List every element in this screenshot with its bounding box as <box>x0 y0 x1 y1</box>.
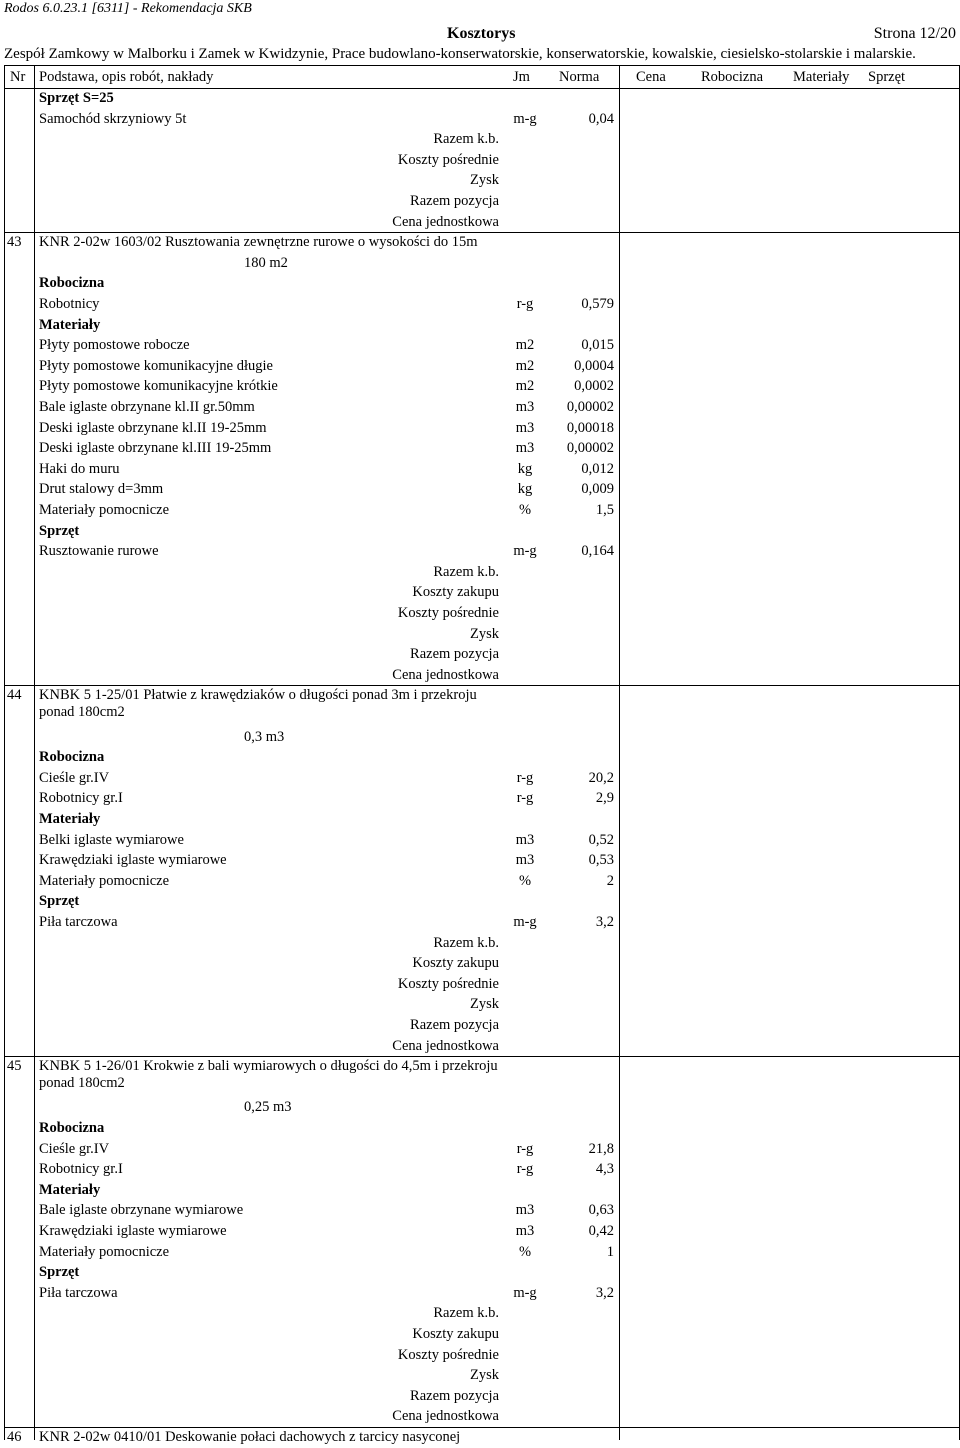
unit-cell: r-g <box>516 769 534 786</box>
summary-label: Razem k.b. <box>433 131 499 148</box>
table-row-summary <box>4 953 959 974</box>
section-label: Materiały <box>39 811 101 827</box>
unit-cell: m3 <box>515 399 535 415</box>
table-row-section <box>4 521 959 542</box>
item-description: Robotnicy gr.I <box>39 1161 123 1178</box>
unit-cell: m-g <box>513 110 537 127</box>
app-title: Rodos 6.0.23.1 [6311] - Rekomendacja SKB <box>4 1 252 16</box>
norma-cell: 0,00018 <box>566 419 614 436</box>
item-description: Płyty pomostowe robocze <box>39 337 190 354</box>
norma-cell: 0,04 <box>588 110 614 127</box>
table-row-item <box>4 376 959 397</box>
table-row-summary <box>4 150 959 171</box>
column-header-cena: Cena <box>636 69 666 85</box>
norma-cell: 20,2 <box>588 769 614 786</box>
table-row-item <box>4 541 959 562</box>
norma-cell: 0,015 <box>581 337 614 354</box>
column-header-materialy: Materiały <box>793 69 850 85</box>
section-label: Sprzęt <box>39 1264 80 1281</box>
table-row-item <box>4 871 959 892</box>
table-row-summary <box>4 582 959 603</box>
unit-cell: m3 <box>515 440 535 457</box>
table-row-item <box>4 1242 959 1263</box>
table-row-position <box>4 232 959 253</box>
table-row-section <box>4 1262 959 1283</box>
table-row-item <box>4 912 959 933</box>
summary-label: Zysk <box>470 625 499 642</box>
position-number: 44 <box>7 687 22 704</box>
page-number: Strona 12/20 <box>873 25 956 42</box>
item-description: Piła tarczowa <box>39 914 118 930</box>
quantity-label: 180 m2 <box>244 254 288 271</box>
quantity-label: 0,3 m3 <box>244 728 285 745</box>
project-name: Zespół Zamkowy w Malborku i Zamek w Kwidzynie, Prace budowlano-konserwatorskie, konserwatorskie, kowalskie, ciesielsko-stolarskie i malarskie. <box>4 46 916 62</box>
unit-cell: kg <box>517 460 533 477</box>
column-header-sprzet: Sprzęt <box>868 69 906 85</box>
table-row-section <box>4 315 959 336</box>
position-number: 46 <box>7 1429 22 1445</box>
item-description: Piła tarczowa <box>39 1284 118 1301</box>
table-row-summary <box>4 1365 959 1386</box>
table-row-item <box>4 459 959 480</box>
table-row-qty <box>4 727 959 748</box>
summary-label: Cena jednostkowa <box>392 213 499 230</box>
table-row-summary <box>4 624 959 645</box>
unit-cell: kg <box>517 481 533 498</box>
table-row-summary <box>4 665 959 686</box>
column-header-desc: Podstawa, opis robót, nakłady <box>39 69 214 85</box>
item-description: Płyty pomostowe komunikacyjne krótkie <box>39 378 278 395</box>
norma-cell: 0,53 <box>588 852 614 869</box>
table-row-position2 <box>4 685 959 726</box>
norma-cell: 3,2 <box>595 914 614 930</box>
position-description: KNR 2-02w 0410/01 Deskowanie połaci dachowych z tarcicy nasyconej <box>39 1429 461 1445</box>
table-row-item <box>4 109 959 130</box>
table-row-summary <box>4 191 959 212</box>
table-row-summary <box>4 1324 959 1345</box>
unit-cell: m-g <box>513 543 537 560</box>
item-description: Robotnicy gr.I <box>39 790 123 807</box>
table-row-item <box>4 1221 959 1242</box>
table-row-summary <box>4 1345 959 1366</box>
summary-label: Zysk <box>470 996 499 1013</box>
table-row-item <box>4 335 959 356</box>
table-row-item <box>4 768 959 789</box>
summary-label: Koszty pośrednie <box>397 1346 499 1363</box>
item-description: Belki iglaste wymiarowe <box>39 831 184 848</box>
section-label: Sprzęt <box>39 893 80 910</box>
summary-label: Razem pozycja <box>410 646 499 663</box>
column-header-robocizna: Robocizna <box>701 69 764 85</box>
summary-label: Koszty zakupu <box>412 1326 499 1342</box>
summary-label: Cena jednostkowa <box>392 1408 499 1425</box>
unit-cell: m3 <box>515 831 535 848</box>
item-description: Bale iglaste obrzynane wymiarowe <box>39 1202 244 1219</box>
table-row-section <box>4 1118 959 1139</box>
norma-cell: 0,00002 <box>566 440 614 457</box>
item-description: Deski iglaste obrzynane kl.III 19-25mm <box>39 440 272 457</box>
table-row-position <box>4 1427 959 1448</box>
item-description: Materiały pomocnicze <box>39 502 170 518</box>
item-description: Robotnicy <box>39 296 100 312</box>
table-row-item <box>4 418 959 439</box>
unit-cell: r-g <box>516 1161 534 1178</box>
table-row-summary <box>4 994 959 1015</box>
table-row-section <box>4 747 959 768</box>
norma-cell: 0,0002 <box>574 378 614 395</box>
summary-label: Razem pozycja <box>410 193 499 209</box>
item-description: Materiały pomocnicze <box>39 872 170 889</box>
table-row-summary <box>4 974 959 995</box>
table-row-summary <box>4 170 959 191</box>
unit-cell: m2 <box>515 357 535 374</box>
column-header-jm: Jm <box>513 69 530 85</box>
table-row-summary <box>4 562 959 583</box>
section-label: Materiały <box>39 1181 101 1198</box>
item-description: Materiały pomocnicze <box>39 1243 170 1260</box>
table-row-item <box>4 1283 959 1304</box>
table-row-item <box>4 397 959 418</box>
summary-label: Koszty pośrednie <box>397 151 499 168</box>
position-description: KNBK 5 1-26/01 Krokwie z bali wymiarowych o długości do 4,5m i przekroju ponad 180cm2 <box>39 1058 498 1092</box>
table-row-summary <box>4 1036 959 1057</box>
norma-cell: 0,52 <box>588 831 614 848</box>
section-label: Materiały <box>39 316 101 333</box>
table-row-item <box>4 1139 959 1160</box>
table-row-summary <box>4 1406 959 1427</box>
column-header-nr: Nr <box>10 69 26 85</box>
table-row-item <box>4 294 959 315</box>
norma-cell: 0,63 <box>588 1202 614 1219</box>
table-row-summary <box>4 933 959 954</box>
unit-cell: m-g <box>513 914 537 930</box>
summary-label: Razem k.b. <box>433 563 499 580</box>
item-description: Cieśle gr.IV <box>39 769 110 786</box>
section-label: Robocizna <box>39 1120 105 1136</box>
summary-label: Zysk <box>470 172 499 189</box>
norma-cell: 0,164 <box>581 543 614 560</box>
document-title: Kosztorys <box>447 25 516 42</box>
item-description: Cieśle gr.IV <box>39 1140 110 1157</box>
table-row-summary <box>4 1303 959 1324</box>
position-number: 43 <box>7 234 22 251</box>
unit-cell: % <box>518 1243 532 1260</box>
item-description: Płyty pomostowe komunikacyjne długie <box>39 357 273 374</box>
summary-label: Razem pozycja <box>410 1387 499 1404</box>
unit-cell: m3 <box>515 419 535 436</box>
table-row-item <box>4 438 959 459</box>
table-row-summary <box>4 603 959 624</box>
table-row-section <box>4 88 959 109</box>
summary-label: Koszty pośrednie <box>397 605 499 621</box>
summary-label: Koszty pośrednie <box>397 975 499 992</box>
unit-cell: m2 <box>515 378 535 395</box>
position-description: KNBK 5 1-25/01 Płatwie z krawędziaków o długości ponad 3m i przekroju ponad 180cm2 <box>39 687 477 721</box>
quantity-label: 0,25 m3 <box>244 1099 292 1116</box>
summary-label: Koszty zakupu <box>412 955 499 972</box>
table-row-section <box>4 809 959 830</box>
table-row-summary <box>4 644 959 665</box>
item-description: Krawędziaki iglaste wymiarowe <box>39 1223 227 1239</box>
unit-cell: m3 <box>515 852 535 869</box>
table-row-item <box>4 1159 959 1180</box>
norma-cell: 3,2 <box>595 1284 614 1301</box>
norma-cell: 0,009 <box>581 481 614 498</box>
item-description: Samochód skrzyniowy 5t <box>39 110 187 127</box>
summary-label: Cena jednostkowa <box>392 666 499 683</box>
norma-cell: 0,012 <box>581 460 614 477</box>
table-row-summary <box>4 1015 959 1036</box>
item-description: Bale iglaste obrzynane kl.II gr.50mm <box>39 399 255 415</box>
table-row-section <box>4 891 959 912</box>
norma-cell: 21,8 <box>588 1140 614 1157</box>
table-row-qty <box>4 253 959 274</box>
item-description: Deski iglaste obrzynane kl.II 19-25mm <box>39 419 267 436</box>
column-header-norma: Norma <box>559 69 600 85</box>
unit-cell: % <box>518 502 532 518</box>
unit-cell: r-g <box>516 296 534 312</box>
table-row-summary <box>4 1386 959 1407</box>
norma-cell: 2 <box>606 872 614 889</box>
section-label: Sprzęt <box>39 522 80 539</box>
table-row-item <box>4 500 959 521</box>
item-description: Krawędziaki iglaste wymiarowe <box>39 852 227 869</box>
position-number: 45 <box>7 1058 22 1075</box>
section-label: Sprzęt S=25 <box>39 90 114 106</box>
table-row-item <box>4 788 959 809</box>
section-label: Robocizna <box>39 275 105 292</box>
table-row-summary <box>4 212 959 233</box>
summary-label: Razem pozycja <box>410 1017 499 1033</box>
summary-label: Razem k.b. <box>433 1305 499 1322</box>
item-description: Drut stalowy d=3mm <box>39 481 164 498</box>
norma-cell: 2,9 <box>595 790 614 807</box>
table-row-item <box>4 1200 959 1221</box>
unit-cell: r-g <box>516 1140 534 1157</box>
table-row-summary <box>4 129 959 150</box>
summary-label: Koszty zakupu <box>412 584 499 601</box>
summary-label: Razem k.b. <box>433 934 499 951</box>
table-row-qty <box>4 1097 959 1118</box>
norma-cell: 0,42 <box>588 1223 614 1239</box>
norma-cell: 1 <box>606 1243 614 1260</box>
norma-cell: 1,5 <box>595 502 614 518</box>
unit-cell: m2 <box>515 337 535 354</box>
position-description: KNR 2-02w 1603/02 Rusztowania zewnętrzne rurowe o wysokości do 15m <box>39 234 478 251</box>
norma-cell: 0,0004 <box>574 357 614 374</box>
summary-label: Zysk <box>470 1367 499 1384</box>
table-row-item <box>4 479 959 500</box>
unit-cell: m3 <box>515 1202 535 1219</box>
unit-cell: m3 <box>515 1223 535 1239</box>
summary-label: Cena jednostkowa <box>392 1037 499 1054</box>
table-row-item <box>4 850 959 871</box>
norma-cell: 0,579 <box>581 296 614 312</box>
item-description: Rusztowanie rurowe <box>39 543 159 560</box>
table-row-item <box>4 830 959 851</box>
item-description: Haki do muru <box>39 460 120 477</box>
unit-cell: r-g <box>516 790 534 807</box>
norma-cell: 4,3 <box>595 1161 614 1178</box>
table-row-position2 <box>4 1056 959 1097</box>
section-label: Robocizna <box>39 749 105 766</box>
table-row-section <box>4 273 959 294</box>
norma-cell: 0,00002 <box>566 399 614 415</box>
unit-cell: % <box>518 872 532 889</box>
table-row-item <box>4 356 959 377</box>
unit-cell: m-g <box>513 1284 537 1301</box>
table-row-section <box>4 1180 959 1201</box>
